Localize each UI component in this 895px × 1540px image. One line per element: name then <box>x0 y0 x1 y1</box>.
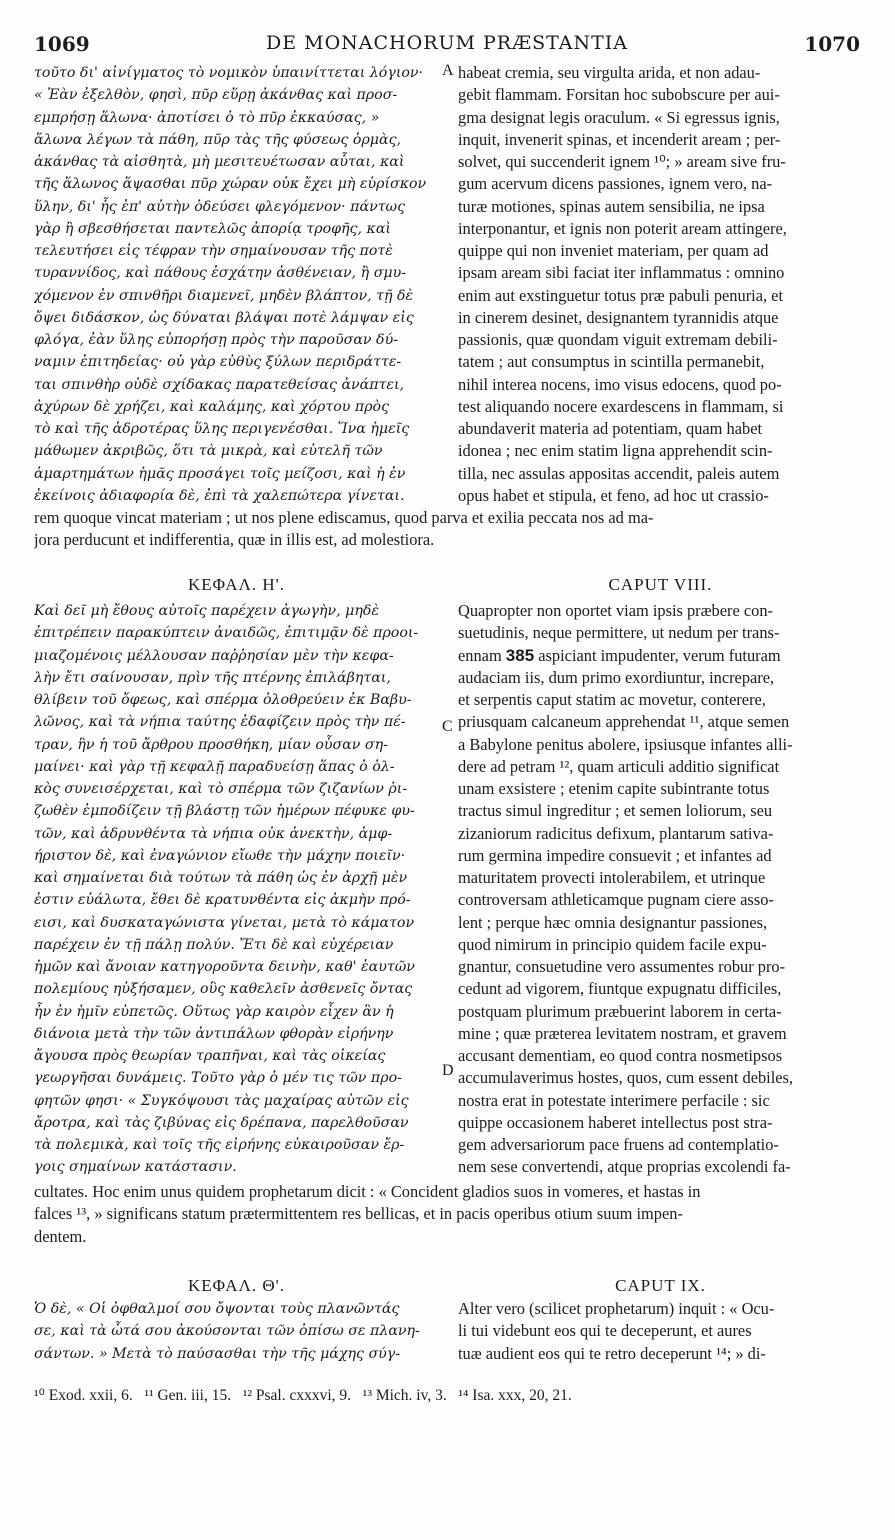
text-line: καὶ σημαίνεται διὰ τούτων τὰ πάθη ὡς ἐν ἀρχῇ μὲν <box>34 870 408 886</box>
text-line: μάθωμεν ἀκριβῶς, ὅτι τὰ μικρὰ, καὶ εὐτελῆ τῶν <box>34 443 383 460</box>
text-line: solvet, qui succenderit ignem ¹⁰; » aream sive fru- <box>458 152 786 171</box>
text-line: « Ἐὰν ἐξελθὸν, φησὶ, πῦρ εὕρῃ ἀκάνθας καὶ προσ- <box>34 87 398 104</box>
text-line: idonea ; nec enim statim ligna apprehendit scin- <box>458 441 773 461</box>
page-header <box>34 32 860 58</box>
chapter-8-latin-continued <box>458 667 863 1179</box>
text-line: τῆς ἅλωνος ἅψασθαι πῦρ χώραν οὐκ ἔχει μὴ εὑρίσκον <box>34 176 427 193</box>
text-line: τὸ καὶ τῆς ἁδροτέρας ὕλης περιγενέσθαι. Ἵνα ἡμεῖς <box>34 421 410 437</box>
text-line: ὄψει διδάσκον, ὡς δύναται βλάψαι ποτὲ λάμψαν εἰς <box>34 309 414 326</box>
text-line: ἐστιν εὐάλωτα, ἔθει δὲ κρατυνθέντα εἰς ἀκμὴν πρό- <box>34 892 411 909</box>
footnotes: ¹⁰ Exod. xxii, 6. ¹¹ Gen. iii, 15. ¹² Psal. cxxxvi, 9. ¹³ Mich. iv, 3. ¹⁴ Isa. xxx, 20, 21. <box>34 1387 572 1404</box>
text-line: mine ; quæ præterea levitatem nostram, et gravem <box>458 1023 787 1043</box>
text-line: Quapropter non oportet viam ipsis præbere con- <box>458 601 773 620</box>
text-line: ήριστον δὲ, καὶ ἐναγώνιον εἴωθε τὴν μάχην ποιεῖν· <box>34 847 406 864</box>
page-number-left: 1069 <box>34 32 90 56</box>
text-line: inquit, invenerit spinas, et incenderit aream ; per- <box>458 129 781 149</box>
text-line: ἁμαρτημάτων ἡμᾶς προσάγει τοῖς μείζοσι, καὶ ἡ ἐν <box>34 465 406 482</box>
chapter-9-latin-heading: CAPUT IX. <box>615 1276 706 1295</box>
text-line: li tui videbunt eos qui te deceperunt, et aures <box>458 1321 752 1341</box>
text-line: accusant dementiam, eo quod contra nosmetipsos <box>458 1046 783 1065</box>
chapter-9-latin-text <box>458 1298 863 1365</box>
page-number-right: 1070 <box>804 32 860 56</box>
text-line: χόμενον ἐν σπινθῆρι διαμενεῖ, μηδὲν βλάπτον, τῇ δὲ <box>34 287 414 304</box>
text-line: quod nimirum in principio quidem facile expu- <box>458 934 767 954</box>
text-line: ἅλωνα λέγων τὰ πάθη, πῦρ τὰς τῆς φύσεως ὁρμὰς, <box>34 131 402 148</box>
text-line: εμπρήσῃ ἅλωνα· ἀποτίσει ὁ τὸ πῦρ ἐκκαύσας, » <box>34 109 380 126</box>
text-line: γεωργῆσαι δυνάμεις. Τοῦτο γὰρ ὁ μέν τις τῶν προ- <box>34 1070 402 1087</box>
text-line: interponantur, et ignis non poterit aream attingere, <box>458 218 787 238</box>
chapter-9-greek-heading: ΚΕΦΑΛ. Θ'. <box>188 1276 285 1295</box>
text-line: et serpentis caput statim ac movetur, conterere, <box>458 690 766 709</box>
text-line: in cinerem desinet, designantem tyrannidis atque <box>458 307 779 327</box>
full-width-text-ch8 <box>34 1181 860 1248</box>
text-line: nihil interea nocens, imo visus edocens, quod po- <box>458 374 782 394</box>
text-line: cultates. Hoc enim unus quidem prophetarum dicit : « Concident gladios suos in vomeres, et hastas in <box>34 1182 701 1201</box>
text-line: Alter vero (scilicet prophetarum) inquit : « Ocu- <box>458 1299 775 1318</box>
text-line: maturitatem provecti intolerabilem, et utrinque <box>458 868 766 887</box>
text-line: tatem ; aut consumptus in scintilla permanebit, <box>458 352 765 372</box>
text-line: ἡμῶν καὶ ἄνοιαν κατηγοροῦντα δεινὴν, καθ' ἑαυτῶν <box>34 959 415 975</box>
text-line: ἄγουσα πρὸς θεωρίαν τραπῆναι, καὶ τὰς οἰκείας <box>34 1048 386 1064</box>
full-width-text-top <box>34 507 860 552</box>
running-title: DE MONACHORUM PRÆSTANTIA <box>265 32 629 54</box>
text-line: γοις σημαίνων κατάστασιν. <box>34 1159 237 1176</box>
text-line: τραν, ἣν ἡ τοῦ ἄρθρου προσθήκη, μίαν οὖσαν ση- <box>34 736 388 753</box>
text-line: σε, καὶ τὰ ὦτά σου ἀκούσονται τῶν ὀπίσω σε πλανη- <box>34 1323 420 1340</box>
text-line: φλόγα, ἐὰν ὕλης εὐπορήσῃ πρὸς τὴν παροῦσαν δύ- <box>34 332 399 348</box>
text-line: turæ motiones, spinas autem sensibilia, ne ipsa <box>458 196 765 216</box>
text-line: controversam athleticamque pugnam ciere asso- <box>458 890 774 910</box>
text-line: φητῶν φησι· « Συγκόψουσι τὰς μαχαίρας αὐτῶν εἰς <box>34 1092 409 1109</box>
text-fragment: ennam <box>458 645 506 665</box>
margin-letter-c: C <box>442 718 453 735</box>
text-line: ἄροτρα, καὶ τὰς ζιβύνας εἰς δρέπανα, παρελθοῦσαν <box>34 1114 409 1131</box>
text-line: gum acervum dicens passiones, ignem vero, na- <box>458 174 773 194</box>
text-line: τυραννίδος, καὶ πάθους ἐσχάτην ἀσθένειαν, ἢ σμυ- <box>34 265 407 282</box>
text-line: ἐπιτρέπειν παρακύπτειν ἀναιδῶς, ἐπιτιμᾷν δὲ προοι- <box>34 625 419 642</box>
text-line: θλίβειν τοῦ ὄφεως, καὶ σπέρμα ὀλοθρεύειν ἐκ Βαβυ- <box>34 692 412 708</box>
text-line: enim aut exstinguetur totus præ pabuli penuria, et <box>458 285 784 305</box>
text-line: rem quoque vincat materiam ; ut nos plene ediscamus, quod parva et exilia peccata nos ad ma- <box>34 508 654 527</box>
text-line: postquam plurimum præbuerint laborem in certa- <box>458 1001 782 1021</box>
text-line: ναμιν ἐπιτηδείας· οὐ γὰρ εὐθὺς ξύλων περιδράττε- <box>34 354 402 371</box>
text-line: opus habet et stipula, et feno, ad hoc ut crassio- <box>458 485 769 505</box>
text-line: tilla, nec assulas appositas accendit, paleis autem <box>458 463 780 483</box>
text-line: unam exsistere ; etenim capite subintrante totus <box>458 779 770 798</box>
text-line: μαίνει· καὶ γὰρ τῇ κεφαλῇ παραδυείσῃ ἅπας ὁ ὁλ- <box>34 758 395 775</box>
text-line: ἦν ἐν ἡμῖν εὐπετῶς. Οὕτως γὰρ καιρὸν εἶχεν ἂν ἡ <box>34 1003 394 1020</box>
text-line: ἀκάνθας τὰ αἰσθητὰ, μὴ μεσιτευέτωσαν αὗται, καὶ <box>34 154 405 170</box>
column-number: 385 <box>505 645 535 665</box>
text-line: τοῦτο δι' αἰνίγματος τὸ νομικὸν ὑπαινίττεται λόγιον· <box>34 65 424 81</box>
text-line: audaciam iis, dum primo exordiuntur, increpare, <box>458 667 775 687</box>
text-line: ἀχύρων δὲ χρήζει, καὶ καλάμης, καὶ χόρτου πρὸς <box>34 398 390 415</box>
text-line: priusquam calcaneum apprehendat ¹¹, atque semen <box>458 712 790 732</box>
text-line: μιαζομένοις μέλλουσαν παῤῥησίαν μὲν τὴν κεφα- <box>34 647 394 664</box>
greek-column-top <box>34 62 439 507</box>
text-line: zizaniorum radicitus defixum, plantarum sativa- <box>458 823 774 843</box>
text-line: διάνοια μετὰ τὴν τῶν ἀντιπάλων φθορὰν εἰρήνην <box>34 1025 394 1042</box>
text-line: λὴν ἔτι σαίνουσαν, πρὶν τῆς πτέρνης ἐπιλάβηται, <box>34 669 391 686</box>
text-line: suetudinis, neque permittere, ut nedum per trans- <box>458 623 780 643</box>
text-line: quippe qui non inveniet materiam, per quam ad <box>458 241 769 260</box>
text-line: nostra erat in potestate interimere perfacile : sic <box>458 1090 770 1110</box>
text-line: gebit flammam. Forsitan hoc subobscure per aui- <box>458 85 780 105</box>
text-line: γὰρ ἢ σβεσθήσεται παντελῶς ἀπορίᾳ τροφῆς, καὶ <box>34 220 391 237</box>
text-line: rum germina impedire consuevit ; et infantes ad <box>458 845 772 865</box>
text-line: quippe occasionem haberet intellectus post stra- <box>458 1112 773 1132</box>
text-line: tuæ audient eos qui te retro deceperunt ¹⁴; » di- <box>458 1343 766 1363</box>
chapter-8-greek-heading: ΚΕΦΑΛ. Η'. <box>188 575 285 594</box>
text-line: εισι, καὶ δυσκαταγώνιστα γίνεται, μετὰ τὸ κάματον <box>34 914 415 931</box>
text-line: tractus simul ingreditur ; et semen loliorum, seu <box>458 801 773 821</box>
text-line: lent ; perque hæc omnia designantur passiones, <box>458 912 768 932</box>
text-line: gem adversariorum pace fruens ad contemplatio- <box>458 1135 779 1154</box>
text-line: nem sese convertendi, atque proprias excolendi fa- <box>458 1157 791 1177</box>
chapter-8-latin-heading: CAPUT VIII. <box>608 575 713 594</box>
latin-column-top <box>458 62 863 507</box>
text-line: habeat cremia, seu virgulta arida, et non adau- <box>458 63 761 82</box>
text-line: κὸς συνεισέρχεται, καὶ τὸ σπέρμα τῶν ζιζανίων ῥι- <box>34 781 408 797</box>
text-line: ipsam aream sibi faciat iter inflammatus : omnino <box>458 263 785 283</box>
text-line: σάντων. » Μετὰ τὸ παύσασθαι τὴν τῆς μάχης σύγ- <box>34 1345 401 1362</box>
chapter-8-greek-text <box>34 600 439 1179</box>
chapter-9-greek-text <box>34 1298 439 1365</box>
text-line: Ὁ δὲ, « Οἱ ὀφθαλμοί σου ὄψονται τοὺς πλανῶντάς <box>34 1301 400 1317</box>
chapter-8-latin-text <box>458 600 863 1179</box>
text-line: test aliquando nocere exardescens in flammam, si <box>458 396 784 416</box>
text-line: falces ¹³, » significans statum prætermittentem res bellicas, et in pacis operibus otium suum impen- <box>34 1204 683 1224</box>
text-line: jora perducunt et indifferentia, quæ in illis est, ad molestiora. <box>34 530 435 550</box>
text-line <box>458 645 863 667</box>
text-line: dentem. <box>34 1226 87 1246</box>
text-fragment: aspiciant impudenter, verum futuram <box>534 645 781 665</box>
text-line: dere ad petram ¹², quam articuli additio significat <box>458 756 780 776</box>
text-line: παρέχειν ἐν τῇ πάλῃ πολύν. Ἔτι δὲ καὶ εὐχέρειαν <box>34 936 394 953</box>
text-line: abundaverit materia ad potentiam, quam habet <box>458 419 763 438</box>
text-line: ἐκείνοις ἀδιαφορία δὲ, ἐπὶ τὰ χαλεπώτερα γίνεται. <box>34 487 405 504</box>
text-line: a Babylone penitus abolere, ipsiusque infantes alli- <box>458 734 793 754</box>
margin-letter-a: A <box>442 62 454 79</box>
text-line: ὕλην, δι' ἧς ἐπ' αὐτὴν ὁδεύσει φλεγόμενον· πάντως <box>34 198 406 215</box>
text-line: gma designat legis oraculum. « Si egressus ignis, <box>458 107 780 127</box>
text-line: passionis, quæ quondam viguit extremam debili- <box>458 330 778 349</box>
text-line: τὰ πολεμικὰ, καὶ τοῖς τῆς εἰρήνης εὐκαιροῦσαν ἔρ- <box>34 1137 405 1153</box>
text-line: τῶν, καὶ ἁδρυνθέντα τὰ νήπια οὐκ ἀνεκτὴν, ἀμφ- <box>34 825 393 842</box>
text-line: τελευτήσει εἰς τέφραν τὴν σημαίνουσαν τῆς ποτὲ <box>34 243 393 259</box>
text-line: πολεμίους ηὐξήσαμεν, οὓς καθελεῖν ἀσθενεῖς ὄντας <box>34 981 413 998</box>
text-line: ζωθὲν ἐμποδίζειν τῇ βλάστῃ τῶν ἡμέρων πέφυκε φυ- <box>34 803 415 820</box>
text-line: ται σπινθὴρ οὐδὲ σχίδακας παρατεθείσας ἀνάπτει, <box>34 376 405 393</box>
text-line: cedunt ad vigorem, fiuntque expugnatu difficiles, <box>458 979 782 999</box>
text-line: gnantur, consuetudine vero assumentes robur pro- <box>458 957 786 976</box>
margin-letter-d: D <box>442 1062 454 1079</box>
text-line: λῶνος, καὶ τὰ νήπια ταύτης ἐδαφίζειν πρὸς τὴν πέ- <box>34 714 406 731</box>
text-line: accumulaverimus hostes, quos, cum essent debiles, <box>458 1068 794 1088</box>
text-line: Καὶ δεῖ μὴ ἔθους αὐτοῖς παρέχειν ἀγωγὴν, μηδὲ <box>34 603 379 619</box>
